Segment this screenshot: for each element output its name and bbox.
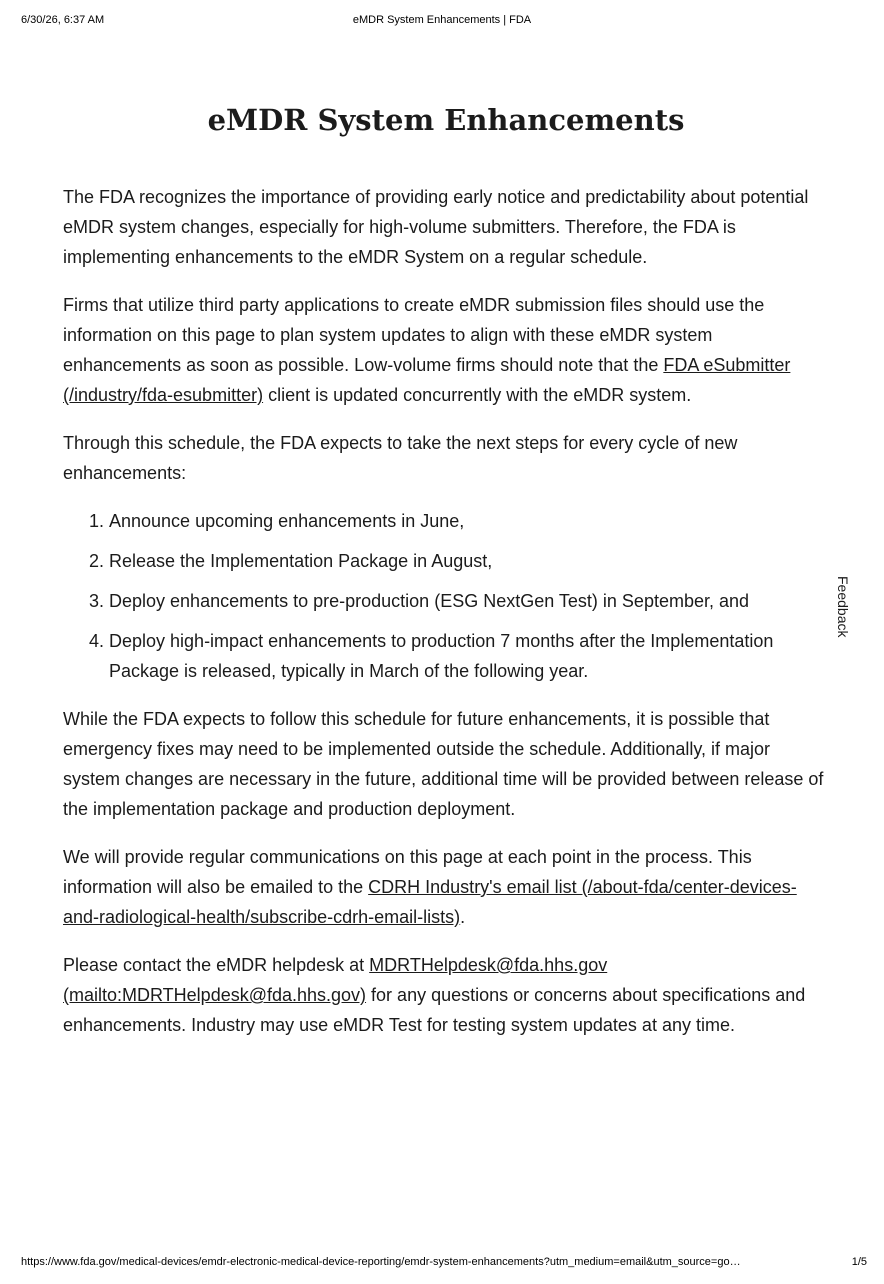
third-party-text-after: client is updated concurrently with the eMDR system. (263, 385, 692, 405)
contact-text-before: Please contact the eMDR helpdesk at (63, 955, 370, 975)
communications-text-after: . (460, 907, 466, 927)
third-party-text-before: Firms that utilize third party applications to create eMDR submission files should use the information on this page to plan system updates to align with these eMDR system enhancements as soon as possible. Low-volume firms should note that the (63, 295, 765, 375)
cdrh-email-list-link[interactable]: CDRH Industry's email list (/about-fda/center-devices-and-radiological-health/subscribe-cdrh-email-lists) (63, 877, 797, 927)
helpdesk-email-link[interactable]: MDRTHelpdesk@fda.hhs.gov (mailto:MDRTHelpdesk@fda.hhs.gov) (63, 955, 608, 1005)
page-title: eMDR System Enhancements (207, 103, 685, 137)
page-indicator: 1/5 (851, 1256, 867, 1268)
print-header (21, 12, 863, 28)
print-doc-title: eMDR System Enhancements | FDA (352, 14, 532, 26)
emergency-fixes-paragraph: While the FDA expects to follow this schedule for future enhancements, it is possible that emergency fixes may need to be implemented outside the schedule. Additionally, if major system changes are necessary in the future, additional time will be provided between release of the implementation package and production deployment. (63, 709, 824, 819)
communications-text-before: We will provide regular communications on this page at each point in the process. This information will also be emailed to the (63, 847, 752, 897)
print-url: https://www.fda.gov/medical-devices/emdr-electronic-medical-device-reporting/emdr-system-enhancements?utm_medium=email&utm_source=go… (21, 1256, 741, 1268)
feedback-button[interactable]: Feedback (835, 576, 851, 638)
main-content (63, 96, 829, 1058)
esubmitter-link[interactable]: FDA eSubmitter (/industry/fda-esubmitter) (63, 355, 791, 405)
schedule-steps-list (63, 506, 829, 686)
schedule-step: 2. Release the Implementation Package in August, (109, 546, 829, 576)
schedule-step: 3. Deploy enhancements to pre-production (ESG NextGen Test) in September, and (109, 586, 829, 616)
third-party-paragraph (63, 290, 829, 410)
schedule-intro-paragraph: Through this schedule, the FDA expects to take the next steps for every cycle of new enhancements: (63, 433, 738, 483)
contact-paragraph (63, 950, 829, 1040)
communications-paragraph (63, 842, 829, 932)
schedule-step: 4. Deploy high-impact enhancements to production 7 months after the Implementation Package is released, typically in March of the following year. (109, 626, 829, 686)
contact-text-after: for any questions or concerns about specifications and enhancements. Industry may use eMDR Test for testing system updates at any time. (63, 985, 806, 1035)
schedule-step: 1. Announce upcoming enhancements in June, (109, 506, 829, 536)
intro-paragraph: The FDA recognizes the importance of providing early notice and predictability about potential eMDR system changes, especially for high-volume submitters. Therefore, the FDA is implementing enhancements to the eMDR System on a regular schedule. (63, 187, 809, 267)
print-datetime: 6/30/26, 6:37 AM (21, 14, 105, 26)
print-footer (21, 1254, 867, 1270)
